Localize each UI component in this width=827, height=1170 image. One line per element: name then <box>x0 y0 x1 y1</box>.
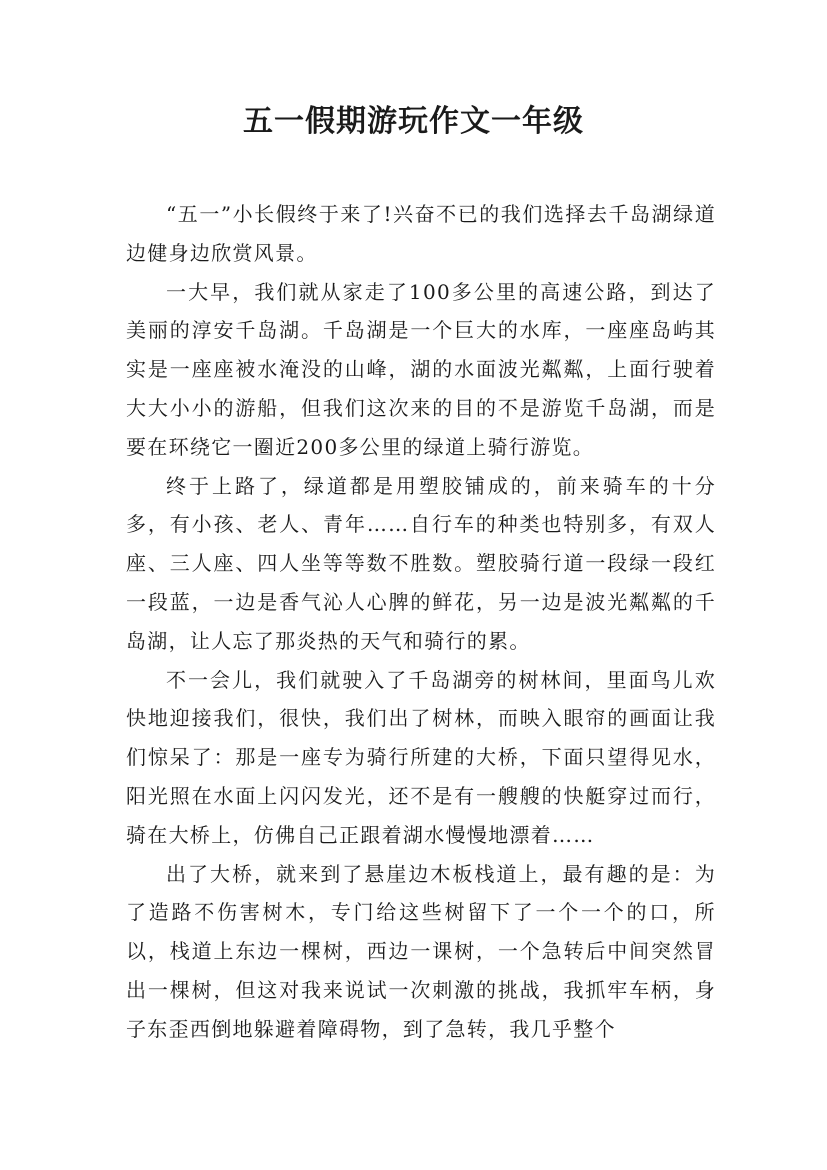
paragraph-4: 不一会儿，我们就驶入了千岛湖旁的树林间，里面鸟儿欢快地迎接我们，很快，我们出了树林，而映入眼帘的画面让我们惊呆了：那是一座专为骑行所建的大桥，下面只望得见水，阳光照在水面上闪闪发光，还不是有一艘艘的快艇穿过而行，骑在大桥上，仿佛自己正跟着湖水慢慢地漂着…… <box>126 667 716 847</box>
document-title: 五一假期游玩作文一年级 <box>243 104 584 139</box>
paragraph-2: 一大早，我们就从家走了100多公里的高速公路，到达了美丽的淳安千岛湖。千岛湖是一个巨大的水库，一座座岛屿其实是一座座被水淹没的山峰，湖的水面波光粼粼，上面行驶着大大小小的游船，但我们这次来的目的不是游览千岛湖，而是要在环绕它一圈近200多公里的绿道上骑行游览。 <box>126 279 716 459</box>
paragraph-5: 出了大桥，就来到了悬崖边木板栈道上，最有趣的是：为了造路不伤害树木，专门给这些树留下了一个一个的口，所以，栈道上东边一棵树，西边一课树，一个急转后中间突然冒出一棵树，但这对我来说试一次刺激的挑战，我抓牢车柄，身子东歪西倒地躲避着障碍物，到了急转，我几乎整个 <box>126 861 716 1041</box>
document-body <box>126 195 716 1049</box>
paragraph-3: 终于上路了，绿道都是用塑胶铺成的，前来骑车的十分多，有小孩、老人、青年……自行车的种类也特别多，有双人座、三人座、四人坐等等数不胜数。塑胶骑行道一段绿一段红一段蓝，一边是香气沁人心脾的鲜花，另一边是波光粼粼的千岛湖，让人忘了那炎热的天气和骑行的累。 <box>126 473 716 653</box>
paragraph-1: “五一”小长假终于来了!兴奋不已的我们选择去千岛湖绿道边健身边欣赏风景。 <box>126 202 716 265</box>
